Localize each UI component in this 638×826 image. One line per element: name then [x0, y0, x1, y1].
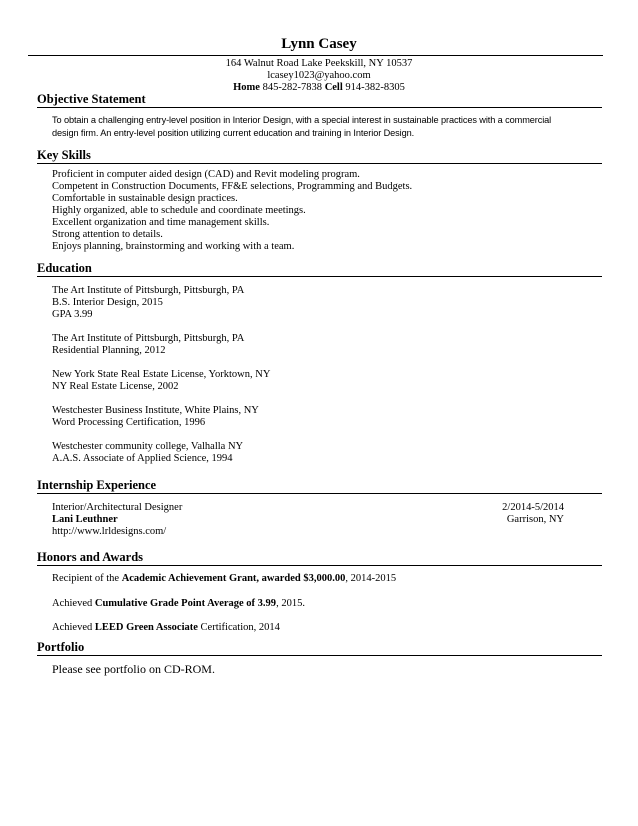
home-label: Home [233, 82, 260, 93]
honor-prefix: Recipient of the [52, 573, 122, 584]
education-detail: B.S. Interior Design, 2015 [52, 297, 163, 308]
honor-item [52, 573, 396, 584]
skill-item: Proficient in computer aided design (CAD) and Revit modeling program. [52, 169, 360, 180]
honor-item [52, 598, 305, 609]
education-heading: Education [37, 261, 92, 275]
honor-prefix: Achieved [52, 598, 95, 609]
objective-heading: Objective Statement [37, 92, 146, 106]
internship-employer: Lani Leuthner [52, 514, 118, 525]
internship-dates: 2/2014-5/2014 [502, 502, 564, 513]
email: lcasey1023@yahoo.com [267, 70, 371, 81]
skill-item: Highly organized, able to schedule and coordinate meetings. [52, 205, 306, 216]
cell-phone: 914-382-8305 [345, 82, 405, 93]
education-school: The Art Institute of Pittsburgh, Pittsburgh, PA [52, 333, 245, 344]
honor-item [52, 622, 280, 633]
internship-role: Interior/Architectural Designer [52, 502, 183, 513]
candidate-name: Lynn Casey [281, 36, 357, 52]
skill-item: Comfortable in sustainable design practices. [52, 193, 238, 204]
honor-prefix: Achieved [52, 622, 95, 633]
honor-highlight: LEED Green Associate [94, 622, 198, 633]
address: 164 Walnut Road Lake Peekskill, NY 10537 [225, 58, 413, 69]
internship-heading: Internship Experience [37, 478, 157, 492]
education-divider [37, 276, 602, 277]
education-school: Westchester community college, Valhalla NY [52, 441, 244, 452]
honor-highlight: Academic Achievement Grant, awarded $3,000.00 [121, 573, 346, 584]
skill-item: Excellent organization and time management skills. [52, 217, 270, 228]
education-school: The Art Institute of Pittsburgh, Pittsburgh, PA [52, 285, 245, 296]
skill-item: Competent in Construction Documents, FF&E selections, Programming and Budgets. [52, 181, 413, 192]
education-detail: GPA 3.99 [52, 309, 93, 320]
education-detail: Residential Planning, 2012 [52, 345, 166, 356]
education-detail: A.A.S. Associate of Applied Science, 1994 [52, 453, 233, 464]
honor-suffix: , 2015. [276, 598, 305, 609]
objective-divider [37, 107, 602, 108]
internship-url[interactable]: http://www.lrldesigns.com/ [52, 526, 167, 537]
header-divider [28, 55, 603, 56]
education-detail: NY Real Estate License, 2002 [52, 381, 179, 392]
honor-highlight: Cumulative Grade Point Average of 3.99 [94, 598, 277, 609]
skill-item: Enjoys planning, brainstorming and working with a team. [52, 241, 295, 252]
internship-location: Garrison, NY [506, 514, 564, 525]
honors-heading: Honors and Awards [37, 550, 144, 564]
education-school: New York State Real Estate License, Yorktown, NY [52, 369, 271, 380]
objective-line: To obtain a challenging entry-level position in Interior Design, with a special interest in sustainable practices with a commercial [52, 115, 552, 125]
objective-line: design firm. An entry-level position utilizing current education and training in Interior Design. [52, 128, 415, 138]
portfolio-text: Please see portfolio on CD-ROM. [52, 662, 215, 676]
education-detail: Word Processing Certification, 1996 [52, 417, 206, 428]
portfolio-heading: Portfolio [37, 640, 85, 654]
education-school: Westchester Business Institute, White Plains, NY [52, 405, 259, 416]
honor-suffix: Certification, 2014 [197, 622, 280, 633]
honor-suffix: , 2014-2015 [345, 573, 397, 584]
home-phone: 845-282-7838 [262, 82, 323, 93]
portfolio-divider [37, 655, 602, 656]
honors-divider [37, 565, 602, 566]
internship-divider [37, 493, 602, 494]
skills-divider [37, 163, 602, 164]
cell-label: Cell [324, 82, 343, 93]
skill-item: Strong attention to details. [52, 229, 163, 240]
skills-heading: Key Skills [37, 148, 91, 162]
